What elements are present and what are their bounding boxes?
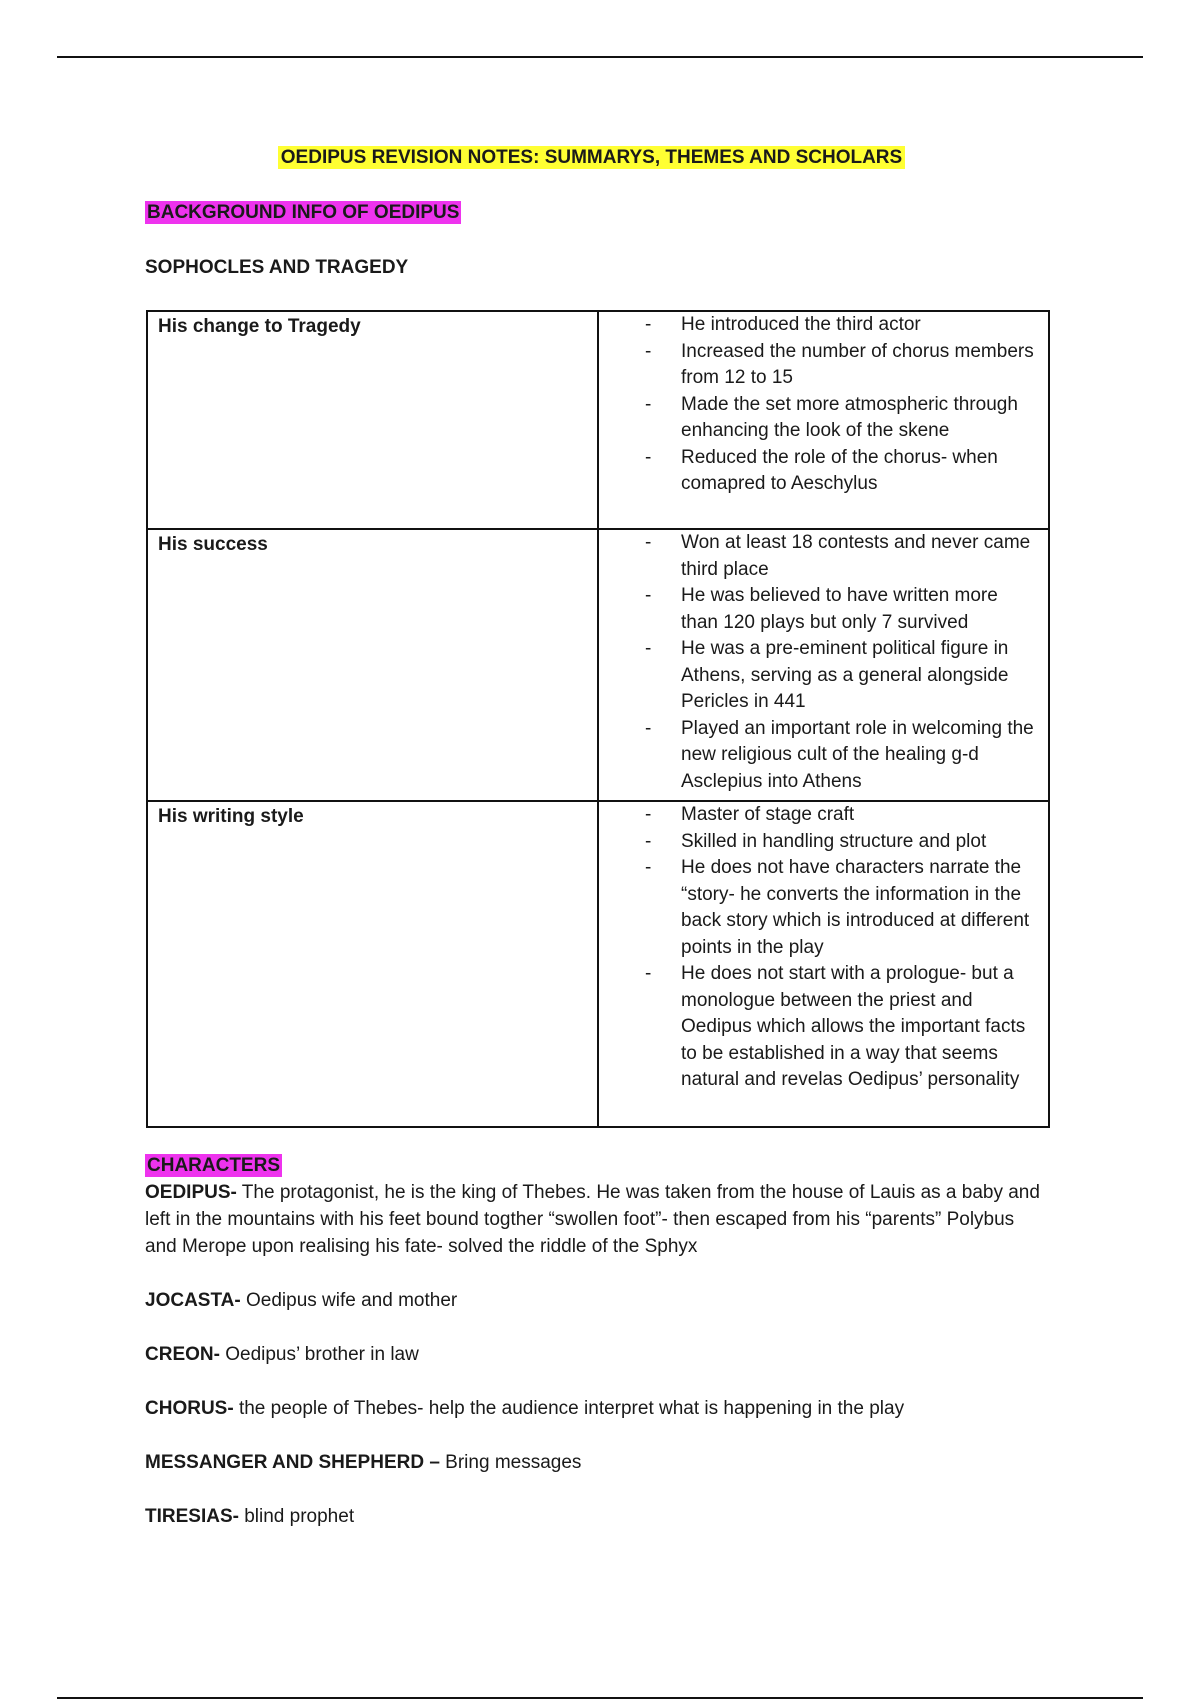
list-item: - He introduced the third actor <box>599 312 1048 339</box>
character-name: JOCASTA- <box>145 1290 241 1311</box>
character-desc: Bring messages <box>439 1452 582 1473</box>
list-item: - He was believed to have written more than 120 plays but only 7 survived <box>599 583 1048 636</box>
list-item: - Reduced the role of the chorus- when comapred to Aeschylus <box>599 445 1048 498</box>
character-entry-messenger <box>145 1449 1050 1476</box>
character-name: CREON- <box>145 1344 220 1365</box>
table-row <box>147 529 1049 801</box>
character-entry-chorus <box>145 1395 1050 1422</box>
row-content <box>598 311 1049 529</box>
list-item: - Made the set more atmospheric through enhancing the look of the skene <box>599 392 1048 445</box>
characters-heading-text: CHARACTERS <box>147 1155 280 1176</box>
list-item: - Played an important role in welcoming the new religious cult of the healing g-d Asclepius into Athens <box>599 716 1048 796</box>
list-item: - Won at least 18 contests and never came third place <box>599 530 1048 583</box>
character-entry-jocasta <box>145 1287 1050 1314</box>
character-desc: the people of Thebes- help the audience interpret what is happening in the play <box>233 1398 905 1419</box>
character-desc: The protagonist, he is the king of Thebes. He was taken from the house of Lauis as a baby and left in the mountains with his feet bound togther “swollen foot”- then escaped from his “parents” Polybus and Merope upon realising his fate- solved the riddle of the Sphyx <box>145 1182 1040 1257</box>
list-item: - He does not start with a prologue- but a monologue between the priest and Oedipus which allows the important facts to be established in a way that seems natural and revelas Oedipus’ personality <box>599 961 1048 1094</box>
sophocles-table <box>146 310 1050 1128</box>
row-label: His writing style <box>147 801 598 1127</box>
list-item: - Skilled in handling structure and plot <box>599 829 1048 856</box>
page-title <box>0 145 1183 171</box>
row-content <box>598 801 1049 1127</box>
character-desc: Oedipus’ brother in law <box>219 1344 419 1365</box>
character-entry-creon <box>145 1341 1050 1368</box>
character-name: MESSANGER AND SHEPHERD – <box>145 1452 440 1473</box>
row-label: His change to Tragedy <box>147 311 598 529</box>
character-desc: Oedipus wife and mother <box>240 1290 458 1311</box>
table-row <box>147 801 1049 1127</box>
list-item: - He was a pre-eminent political figure in Athens, serving as a general alongside Pericles in 441 <box>599 636 1048 716</box>
row-label: His success <box>147 529 598 801</box>
bottom-rule <box>57 1697 1143 1699</box>
background-heading <box>145 200 461 226</box>
characters-heading <box>145 1152 1050 1179</box>
sophocles-subheading: SOPHOCLES AND TRAGEDY <box>145 257 409 278</box>
list-item: - He does not have characters narrate the “story- he converts the information in the back story which is introduced at different points in the play <box>599 855 1048 961</box>
character-desc: blind prophet <box>238 1506 355 1527</box>
top-rule <box>57 56 1143 58</box>
characters-section <box>145 1152 1050 1557</box>
list-item: - Master of stage craft <box>599 802 1048 829</box>
character-entry-tiresias <box>145 1503 1050 1530</box>
character-entry-oedipus <box>145 1179 1050 1260</box>
row-content <box>598 529 1049 801</box>
character-name: OEDIPUS- <box>145 1182 237 1203</box>
character-name: TIRESIAS- <box>145 1506 239 1527</box>
list-item: - Increased the number of chorus members from 12 to 15 <box>599 339 1048 392</box>
character-name: CHORUS- <box>145 1398 234 1419</box>
table-row <box>147 311 1049 529</box>
background-heading-text: BACKGROUND INFO OF OEDIPUS <box>147 202 460 223</box>
page-title-text: OEDIPUS REVISION NOTES: SUMMARYS, THEMES AND SCHOLARS <box>278 146 905 169</box>
